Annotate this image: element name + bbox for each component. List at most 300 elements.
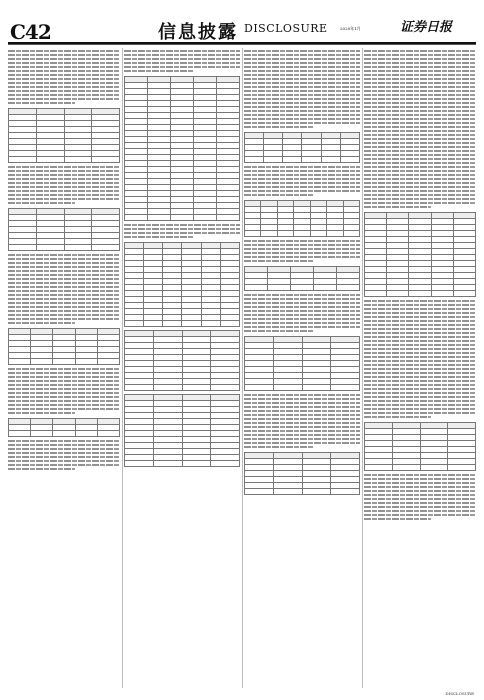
table-cell [201,321,220,327]
table-cell [245,157,264,163]
table-row [9,245,120,251]
table-cell [53,431,75,437]
table-row [9,157,120,163]
table-cell [268,285,291,291]
text-line [364,412,476,414]
text-line [8,290,120,292]
text-line [8,90,120,92]
data-table [364,422,476,471]
text-line [244,110,360,112]
table-cell [9,157,37,163]
text-line [364,506,476,508]
table-cell [36,157,64,163]
text-line [8,314,120,316]
text-line [8,86,120,88]
text-line [364,482,476,484]
text-line [8,190,120,192]
table-cell [211,461,240,467]
column-divider [122,48,123,688]
table-cell [409,291,431,297]
text-line [124,224,240,226]
masthead-rule [8,44,476,45]
text-line [364,94,476,96]
page-number: C42 [10,20,51,44]
text-line [124,58,240,60]
issue-line: 2020年1月 [340,26,361,31]
text-line [364,106,476,108]
text-line [244,418,360,420]
text-line [364,126,476,128]
text-line [364,62,476,64]
paragraph [124,224,240,238]
text-line [364,416,431,418]
text-line [364,478,476,480]
text-line [8,376,120,378]
table-cell [144,321,163,327]
text-line [364,336,476,338]
text-line [8,380,120,382]
text-line [244,256,360,258]
text-line [8,54,120,56]
data-table [364,212,476,297]
text-line [8,274,120,276]
table-cell [211,385,240,391]
text-line [244,182,360,184]
table-row [365,465,476,471]
text-line [124,62,240,64]
text-line [8,468,75,470]
text-line [244,82,360,84]
table-cell [331,385,360,391]
text-line [244,402,360,404]
text-line [364,90,476,92]
data-table [244,266,360,291]
table-cell [125,215,148,221]
table-cell [75,359,97,365]
text-line [244,406,360,408]
table-cell [194,215,217,221]
text-line [364,340,476,342]
text-line [364,166,476,168]
paragraph [244,294,360,332]
text-line [8,50,120,52]
text-line [8,70,120,72]
text-line [364,86,476,88]
text-line [364,490,476,492]
text-line [8,298,120,300]
table-cell [182,461,211,467]
table-row [245,157,360,163]
text-line [8,278,120,280]
text-line [364,376,476,378]
text-line [364,206,431,208]
text-line [8,178,120,180]
table-cell [314,285,337,291]
paragraph [364,50,476,208]
column-2 [124,48,240,688]
paragraph [244,50,360,128]
table-row [245,489,360,495]
text-line [8,198,120,200]
table-row [245,385,360,391]
text-line [364,158,476,160]
table-cell [92,245,120,251]
paragraph [244,394,360,448]
table-cell [217,215,240,221]
table-cell [125,321,144,327]
column-1 [8,48,120,688]
text-line [244,326,360,328]
table-cell [31,359,53,365]
text-line [364,364,476,366]
text-line [364,134,476,136]
data-table [124,242,240,327]
text-line [364,498,476,500]
text-line [244,178,360,180]
text-line [364,494,476,496]
text-line [364,118,476,120]
table-row [125,321,240,327]
paragraph [8,440,120,470]
text-line [8,408,120,410]
text-line [364,78,476,80]
text-line [244,310,360,312]
text-line [364,396,476,398]
text-line [244,78,360,80]
table-cell [245,385,274,391]
text-line [8,368,120,370]
text-line [244,114,360,116]
table-cell [64,245,92,251]
text-line [364,474,476,476]
text-line [364,146,476,148]
table-cell [365,465,393,471]
table-cell [294,231,310,237]
text-line [244,414,360,416]
text-line [8,258,120,260]
paragraph [8,254,120,324]
text-line [364,320,476,322]
text-line [244,294,360,296]
section-title-cn: 信息披露 [158,22,238,43]
table-cell [245,231,261,237]
text-line [364,170,476,172]
text-line [8,182,120,184]
table-cell [283,157,302,163]
footer-tag: DISCLOSURE [445,691,474,696]
text-line [8,306,120,308]
table-cell [97,431,119,437]
text-line [364,66,476,68]
text-line [244,442,360,444]
text-line [364,198,476,200]
text-line [364,348,476,350]
text-line [364,102,476,104]
text-line [364,324,476,326]
text-line [244,240,360,242]
paragraph [124,50,240,72]
text-line [364,510,476,512]
text-line [364,404,476,406]
column-4 [364,48,476,688]
text-line [244,86,360,88]
text-line [8,282,120,284]
data-table [244,200,360,237]
table-cell [36,245,64,251]
text-line [8,318,120,320]
text-line [8,456,120,458]
table-cell [64,157,92,163]
text-line [8,78,120,80]
text-line [364,58,476,60]
text-line [8,262,120,264]
text-line [364,384,476,386]
data-table [244,132,360,163]
text-line [364,174,476,176]
table-cell [245,489,274,495]
paragraph [244,240,360,262]
text-line [364,486,476,488]
text-line [364,70,476,72]
data-table [124,76,240,221]
text-line [244,252,360,254]
text-line [8,270,120,272]
text-line [364,98,476,100]
text-line [244,394,360,396]
text-line [244,98,360,100]
table-cell [171,215,194,221]
table-cell [310,231,326,237]
table-cell [9,431,31,437]
text-line [124,236,194,238]
text-line [244,430,360,432]
paragraph [364,474,476,520]
table-cell [31,431,53,437]
text-line [364,502,476,504]
table-cell [9,245,37,251]
text-line [8,82,120,84]
table-row [125,385,240,391]
table-cell [327,231,343,237]
table-cell [291,285,314,291]
text-line [244,298,360,300]
text-line [244,54,360,56]
text-line [364,130,476,132]
paragraph [8,166,120,204]
data-table [8,208,120,251]
text-line [244,438,360,440]
table-cell [453,291,475,297]
table-cell [331,489,360,495]
table-cell [302,489,331,495]
text-line [124,232,240,234]
table-row [245,231,360,237]
text-line [364,312,476,314]
table-cell [125,385,154,391]
text-line [364,194,476,196]
text-line [244,70,360,72]
column-divider [362,48,363,688]
table-cell [337,285,360,291]
text-line [244,306,360,308]
text-line [244,118,360,120]
text-line [364,190,476,192]
text-line [364,518,431,520]
text-line [8,186,120,188]
text-line [244,446,314,448]
text-line [244,434,360,436]
text-line [8,372,120,374]
data-table [244,452,360,495]
text-line [364,74,476,76]
text-line [8,384,120,386]
text-line [364,182,476,184]
text-line [364,304,476,306]
text-line [364,300,476,302]
text-line [8,310,120,312]
text-line [244,66,360,68]
text-line [8,464,120,466]
text-line [364,316,476,318]
text-line [8,286,120,288]
table-cell [153,385,182,391]
data-table [8,328,120,365]
text-line [364,332,476,334]
text-line [364,360,476,362]
table-cell [302,157,321,163]
text-line [244,322,360,324]
text-line [244,190,360,192]
text-line [244,122,360,124]
table-cell [92,157,120,163]
text-line [364,154,476,156]
text-line [244,58,360,60]
table-cell [148,215,171,221]
data-table [124,394,240,467]
text-line [364,356,476,358]
data-table [124,330,240,391]
table-cell [392,465,420,471]
text-line [8,400,120,402]
text-line [8,74,120,76]
text-line [244,194,314,196]
text-line [364,202,476,204]
text-line [8,66,120,68]
table-cell [321,157,340,163]
text-line [124,54,240,56]
table-cell [53,359,75,365]
text-line [364,408,476,410]
text-line [364,380,476,382]
table-cell [365,291,387,297]
text-line [244,90,360,92]
text-line [364,82,476,84]
text-line [244,314,360,316]
text-line [8,322,75,324]
text-line [364,186,476,188]
text-line [244,174,360,176]
text-line [364,122,476,124]
text-line [244,330,314,332]
text-line [364,344,476,346]
text-line [364,110,476,112]
section-title-en: DISCLOSURE [244,22,328,35]
text-line [244,106,360,108]
table-cell [125,461,154,467]
text-line [244,74,360,76]
data-table [244,336,360,391]
text-line [364,372,476,374]
table-cell [182,385,211,391]
table-cell [273,489,302,495]
text-line [364,142,476,144]
table-cell [302,385,331,391]
text-line [8,266,120,268]
text-line [244,422,360,424]
table-cell [261,231,277,237]
text-line [244,186,360,188]
text-line [244,62,360,64]
table-cell [9,359,31,365]
text-line [364,162,476,164]
text-line [244,126,314,128]
text-line [244,50,360,52]
paragraph [244,166,360,196]
table-cell [448,465,476,471]
paragraph [364,300,476,418]
table-cell [182,321,201,327]
text-line [364,328,476,330]
data-table [8,108,120,163]
text-line [8,440,120,442]
masthead [8,16,476,44]
data-table [8,418,120,437]
text-line [8,102,75,104]
table-cell [245,285,268,291]
text-line [364,400,476,402]
text-line [8,404,120,406]
text-line [244,248,360,250]
text-line [364,50,476,52]
text-line [244,260,314,262]
text-line [244,410,360,412]
paragraph [8,50,120,104]
text-line [8,396,120,398]
table-cell [273,385,302,391]
text-line [124,70,194,72]
table-cell [277,231,293,237]
text-line [244,102,360,104]
table-cell [220,321,239,327]
table-cell [431,291,453,297]
table-row [365,291,476,297]
text-line [244,318,360,320]
table-cell [387,291,409,297]
text-line [244,398,360,400]
text-line [8,166,120,168]
text-line [364,138,476,140]
text-line [244,426,360,428]
table-cell [420,465,448,471]
text-line [8,294,120,296]
text-line [364,392,476,394]
text-line [8,444,120,446]
text-line [364,54,476,56]
text-line [364,352,476,354]
text-line [8,460,120,462]
text-line [8,448,120,450]
text-line [364,388,476,390]
